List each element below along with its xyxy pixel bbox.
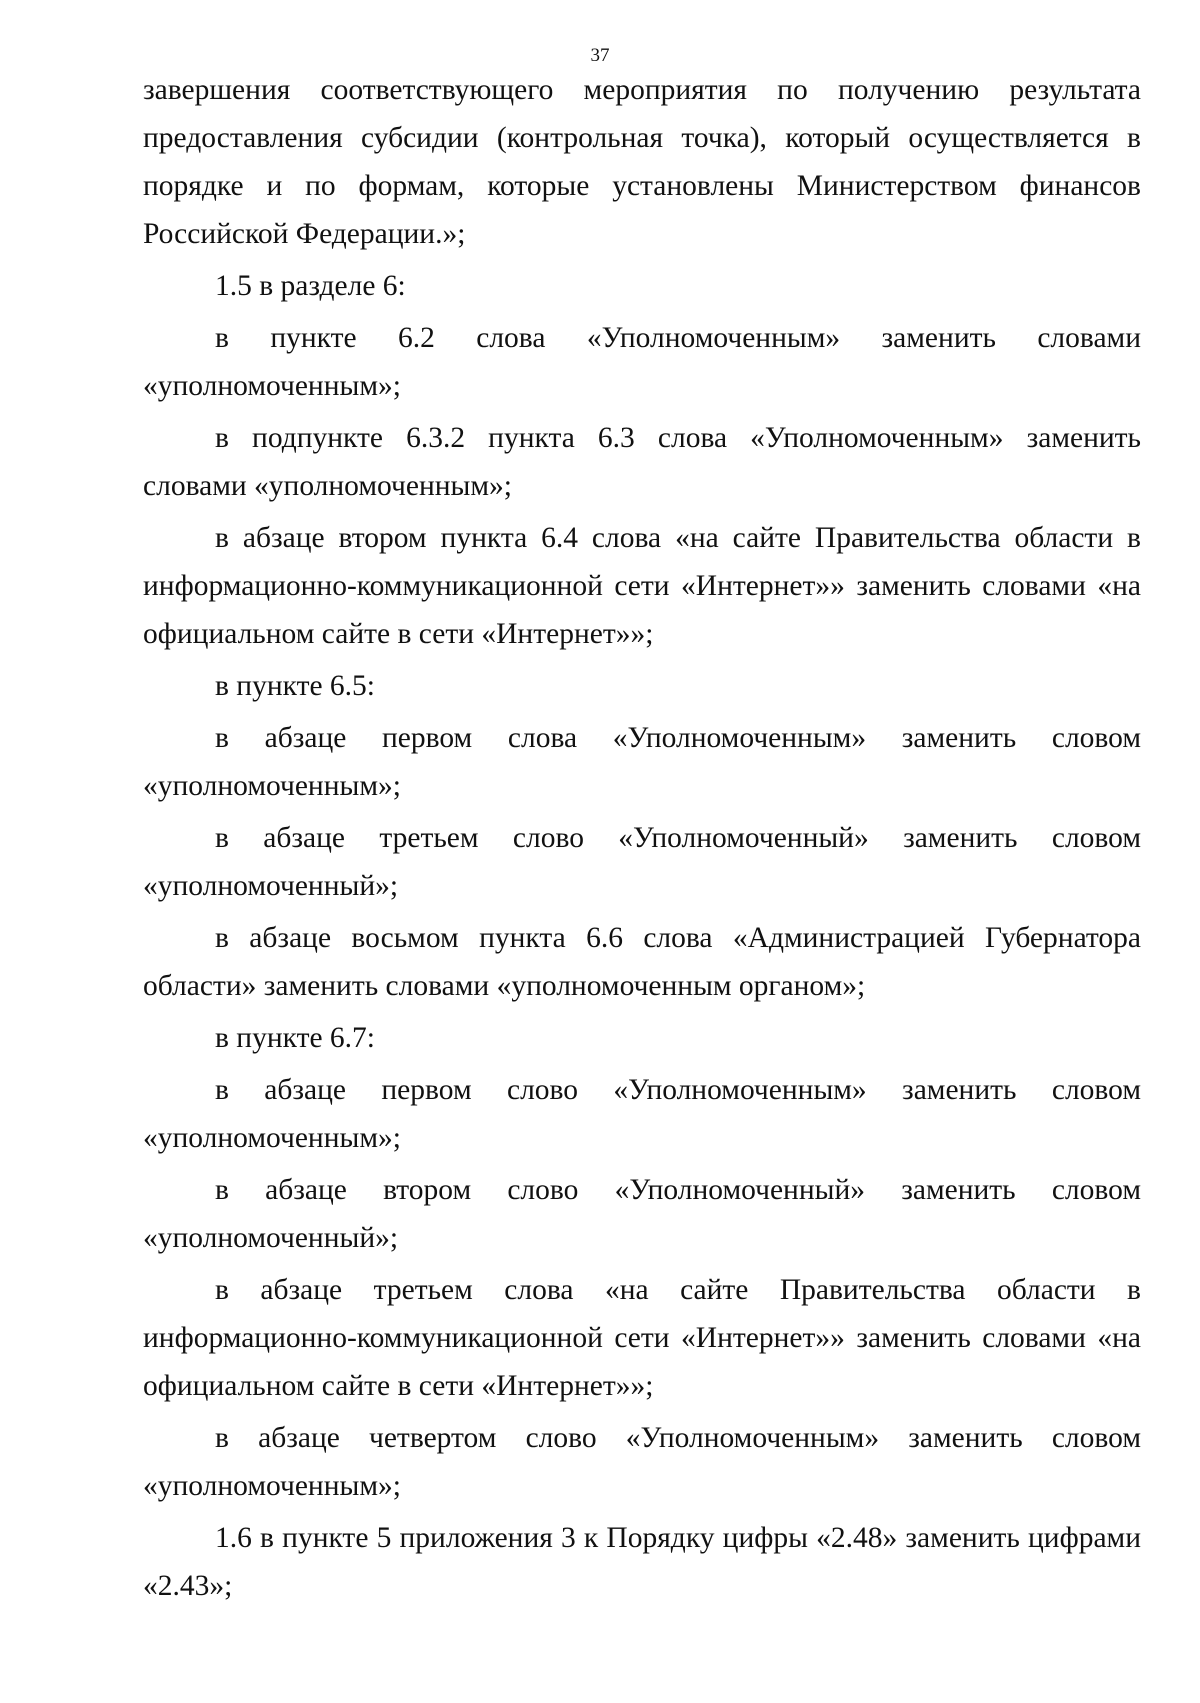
paragraph: в абзаце третьем слова «на сайте Правительства области в информационно-коммуникационной сети «Интернет»» заменить словами «на официальном сайте в сети «Интернет»»;: [143, 1274, 1141, 1402]
paragraph: в абзаце первом слово «Уполномоченным» заменить словом «уполномоченным»;: [143, 1074, 1141, 1154]
paragraph: в абзаце втором слово «Уполномоченный» заменить словом «уполномоченный»;: [143, 1174, 1141, 1254]
paragraph: в пункте 6.2 слова «Уполномоченным» заменить словами «уполномоченным»;: [143, 322, 1141, 402]
paragraph: завершения соответствующего мероприятия по получению результата предоставления субсидии (контрольная точка), который осуществляется в порядке и по формам, которые установлены Министерством финансов Российской Федерации.»;: [143, 74, 1141, 250]
paragraph: в пункте 6.5:: [215, 670, 376, 702]
paragraph: 1.5 в разделе 6:: [215, 270, 406, 302]
document-body: [143, 66, 1141, 1614]
paragraph: в подпункте 6.3.2 пункта 6.3 слова «Уполномоченным» заменить словами «уполномоченным»;: [143, 422, 1141, 502]
paragraph: в абзаце втором пункта 6.4 слова «на сайте Правительства области в информационно-коммуникационной сети «Интернет»» заменить словами «на официальном сайте в сети «Интернет»»;: [143, 522, 1141, 650]
paragraph: в пункте 6.7:: [215, 1022, 376, 1054]
paragraph: в абзаце первом слова «Уполномоченным» заменить словом «уполномоченным»;: [143, 722, 1141, 802]
paragraph: 1.6 в пункте 5 приложения 3 к Порядку цифры «2.48» заменить цифрами «2.43»;: [143, 1522, 1141, 1602]
paragraph: в абзаце третьем слово «Уполномоченный» заменить словом «уполномоченный»;: [143, 822, 1141, 902]
paragraph: в абзаце восьмом пункта 6.6 слова «Администрацией Губернатора области» заменить словами «уполномоченным органом»;: [143, 922, 1141, 1002]
paragraph: в абзаце четвертом слово «Уполномоченным» заменить словом «уполномоченным»;: [143, 1422, 1141, 1502]
page-number: 37: [590, 45, 610, 66]
